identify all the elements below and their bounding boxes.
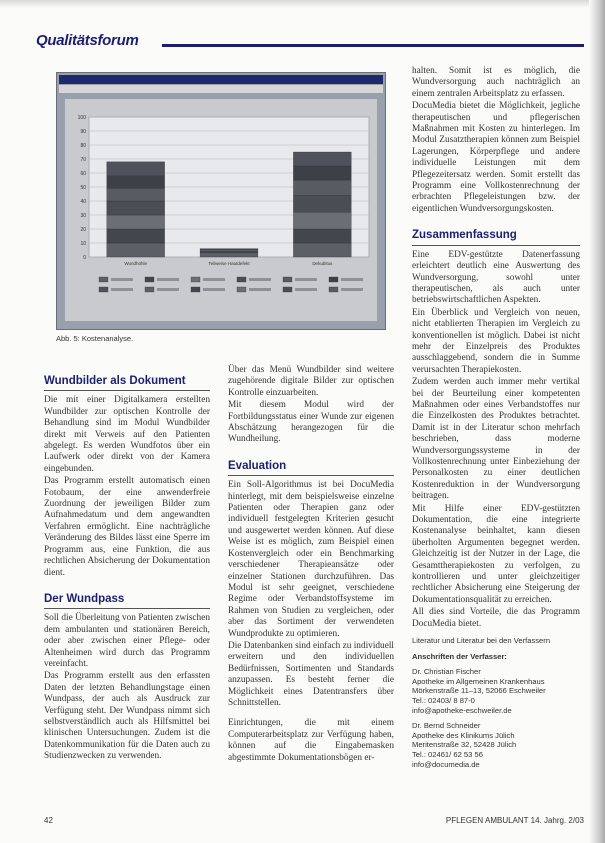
legend-swatch [237,287,246,292]
bar-segment [107,215,165,229]
address-line: info@documedia.de [412,759,480,769]
paragraph: Das Programm erstellt aus den erfassten Daten der letzten Behandlungstage einen Wundpass, der auch als Ausdruck zur Verfügung steht. Der Wundpass nimmt sich selbstverständlich auch als Hilfsmittel bei klinischen Untersuchungen. Zudem ist die Datenkommunikation für die Daten auch zu Studienzwecken zu verwenden. [44,671,210,762]
address-line: Tel.: 02461/ 62 53 56 [412,750,483,760]
paragraph: Zudem werden auch immer mehr vertikal bei der Beurteilung einer kompetenten Maßnahmen oder eines Verbandstoffes nur die Einzelkosten des Produktes betrachtet. Damit ist in der Literatur schon mehrfach beschrieben, dass moderne Wundversorgungssysteme in der Vollkostenrechnung unter Einbeziehung der Personalkosten zu einer deutlichen Kostenreduktion in der Wundversorgung beitragen. [412,377,580,502]
legend-label-blur [157,288,179,291]
address-title: Anschriften der Verfasser: [412,651,507,661]
column-left [44,376,210,764]
bar-segment [293,243,351,257]
bar-segment [200,253,258,257]
journal-reference: PFLEGEN AMBULANT 14. Jahrg. 2/03 [445,816,584,825]
legend-swatch [145,287,154,292]
legend-label-blur [249,278,271,281]
y-tick-label: 40 [80,199,86,205]
address-line: info@apotheke-eschweiler.de [412,705,512,715]
y-tick-label: 10 [80,241,86,247]
column-right [412,66,580,769]
x-tick-label: Dekubitus [312,261,333,266]
heading-zusammenfassung: Zusammenfassung [412,230,580,245]
bar-segment [107,188,165,201]
paragraph: Mit Hilfe einer EDV-gestützten Dokumentation, die eine integrierte Kostenanalyse beinhaltet, kann diesen überholten Argumenten begegnet werden. Gleichzeitig ist der Nutzer in der Lage, die Gesamttherapiekosten zu verfolgen, zu kontrollieren und unter gleichzeitiger rechtlicher Absicherung eine Steigerung der Dokumentationsqualität zu erreichen. [412,503,580,605]
paragraph: Eine EDV-gestützte Datenerfassung erleichtert deutlich eine Auswertung des Wundversorgung, sowohl unter therapeutischen, als auch unter betriebswirtschaftlichen Aspekten. [412,249,580,306]
legend-swatch [191,277,200,282]
bar-segment [200,251,258,252]
author-address [412,667,580,715]
y-tick-label: 60 [80,171,86,177]
paragraph: Einrichtungen, die mit einem Computerarbeitsplatz zur Verfügung haben, können auf die Eingabemasken abgestimmte Dokumentationsbögen er- [228,718,394,763]
author-name: Dr. Bernd Schneider [412,721,481,731]
legend-label-blur [341,288,363,291]
legend-swatch [99,287,108,292]
legend-label-blur [111,278,133,281]
window-titlebar [59,75,383,84]
bar-segment [107,243,165,257]
heading-wundpass: Der Wundpass [44,594,210,609]
page-footer [44,816,584,828]
bar-segment [107,176,165,189]
literature-note: Literatur und Literatur bei den Verfassern [412,636,551,646]
paragraph: Ein Überblick und Vergleich von neuen, nicht etablierten Therapien im Vergleich zu konventionellen ist möglich. Dabei ist nicht mehr der Einzelpreis des Produktes ausschlaggebend, sondern die in Summe verursachten Therapiekosten. [412,307,580,375]
scan-shadow-top [0,0,605,8]
paragraph: Die Datenbanken sind einfach zu individuell erweitern und den individuellen Bedürfnissen, Sortimenten und Standards anzupassen. Es besteht ferner die Möglichkeit eines Datentransfers über Schnittstellen. [228,640,395,708]
bar-chart [65,99,377,321]
paragraph: Über das Menü Wundbilder sind weitere zugehörende digitale Bilder zur optischen Kontrolle einzuarbeiten. [228,365,394,398]
legend-swatch [145,277,154,282]
bar-segment [293,212,351,229]
address-line: Apotheke des Klinikums Jülich [412,730,515,740]
author-address [412,721,580,769]
bar-segment [293,195,351,212]
page-number: 42 [44,816,53,825]
paragraph: All dies sind Vorteile, die das Programm DocuMedia bietet. [412,607,580,629]
y-tick-label: 70 [80,157,86,163]
x-tick-label: Wundhöhle [124,261,148,266]
y-tick-label: 0 [83,255,86,261]
section-title: Qualitätsforum [36,32,139,49]
bar-segment [107,162,165,176]
address-line: Apotheke im Allgemeinen Krankenhaus [412,676,545,686]
bar-segment [107,229,165,243]
legend-label-blur [341,278,363,281]
y-tick-label: 100 [77,115,86,121]
legend-swatch [191,287,200,292]
chart-window [65,99,377,321]
legend-label-blur [249,288,271,291]
bar-segment [200,249,258,250]
paragraph: Soll die Überleitung von Patienten zwischen dem ambulanten und stationären Bereich, oder aber zwischen einer Pflege- oder Altenheimen wird durch das Programm vereinfacht. [44,613,210,669]
figure-screenshot [56,72,386,330]
legend-swatch [283,277,292,282]
author-info [412,636,580,769]
paragraph: halten. Somit ist es möglich, die Wundversorgung auch nachträglich an einem zentralen Arbeitsplatz zu erfassen. [412,66,580,99]
paragraph: DocuMedia bietet die Möglichkeit, jegliche therapeutischen und pflegerischen Maßnahmen mit Kosten zu hinterlegen. Im Modul Zusatztherapien können zum Beispiel Lagerungen, Körperpflege und andere individuelle Leistungen mit dem Pflegezeitersatz werden. Somit erstellt das Programm eine Vollkostenrechnung der erbrachten Pflegeleistungen bzw. der eigentlichen Wundversorgungskosten. [412,101,580,214]
author-name: Dr. Christian Fischer [412,667,481,677]
page-header [36,32,584,52]
column-middle [228,365,394,765]
y-tick-label: 30 [80,213,86,219]
legend-label-blur [203,288,225,291]
bar-segment [200,250,258,251]
legend-swatch [329,277,338,282]
y-tick-label: 90 [80,129,86,135]
address-line: Tel.: 02403/ 8 87-0 [412,696,475,706]
address-line: Mörkenstraße 11–13, 52066 Eschweiler [412,686,546,696]
paragraph: Mit diesem Modul wird der Fortbildungsstatus einer Wunde zur eigenen Abschätzung herangezogen für die Wundheilung. [228,400,394,445]
figure-caption: Abb. 5: Kostenanalyse. [56,334,134,343]
window-toolbar [59,85,383,93]
legend-label-blur [157,278,179,281]
scan-shadow-edge [589,0,605,843]
legend-swatch [237,277,246,282]
paragraph: Die mit einer Digitalkamera erstellten Wundbilder zur optischen Kontrolle der Behandlung sind im Modul Wundbilder direkt mit Verweis auf den Patienten abgelegt. Es werden Wundfotos über ein Laufwerk oder direkt von der Kamera eingebunden. [44,395,210,474]
legend-swatch [99,277,108,282]
y-tick-label: 80 [80,143,86,149]
legend-label-blur [295,288,317,291]
heading-wundbilder: Wundbilder als Dokument [44,376,210,391]
bar-segment [293,229,351,243]
paragraph: Das Programm erstellt automatisch einen Fotobaum, der eine anwenderfreie Zuordnung der jeweiligen Bilder zum Aufnahmedatum und dem angewandten Verfahren ermöglicht. Eine nachträgliche Veränderung des Bildes lässt eine Sperre im Programm aus, eine Funktion, die aus rechtlichen Absicherung der Dokumentation dient. [44,476,210,578]
header-rule [162,44,584,47]
legend-swatch [329,287,338,292]
legend-label-blur [203,278,225,281]
x-tick-label: Teilweise Hautdefekt [208,261,250,266]
legend-label-blur [295,278,317,281]
address-line: Meritenstraße 32, 52428 Jülich [412,740,517,750]
legend-label-blur [111,288,133,291]
bar-segment [293,166,351,180]
bar-segment [293,180,351,195]
bar-segment [293,152,351,166]
y-tick-label: 50 [80,185,86,191]
heading-evaluation: Evaluation [228,461,394,476]
paragraph: Ein Soll-Algorithmus ist bei DocuMedia hinterlegt, mit dem beispielsweise einzelne Patienten oder Therapien ganz oder individuell festgelegten Kriterien gesucht und ausgewertet werden können. Auf diese Weise ist es möglich, zum Beispiel einen Kostenvergleich oder ein Benchmarking verschiedener Therapieansätze oder einzelner Stationen durchzuführen. Das Modul ist sehr geeignet, verschiedene Regime oder Verbandstoffsysteme im Rahmen von Studien zu vergleichen, oder aber das Sortiment der verwendeten Wundprodukte zu optimieren. [228,480,394,639]
bar-segment [107,201,165,215]
legend-swatch [283,287,292,292]
y-tick-label: 20 [80,227,86,233]
